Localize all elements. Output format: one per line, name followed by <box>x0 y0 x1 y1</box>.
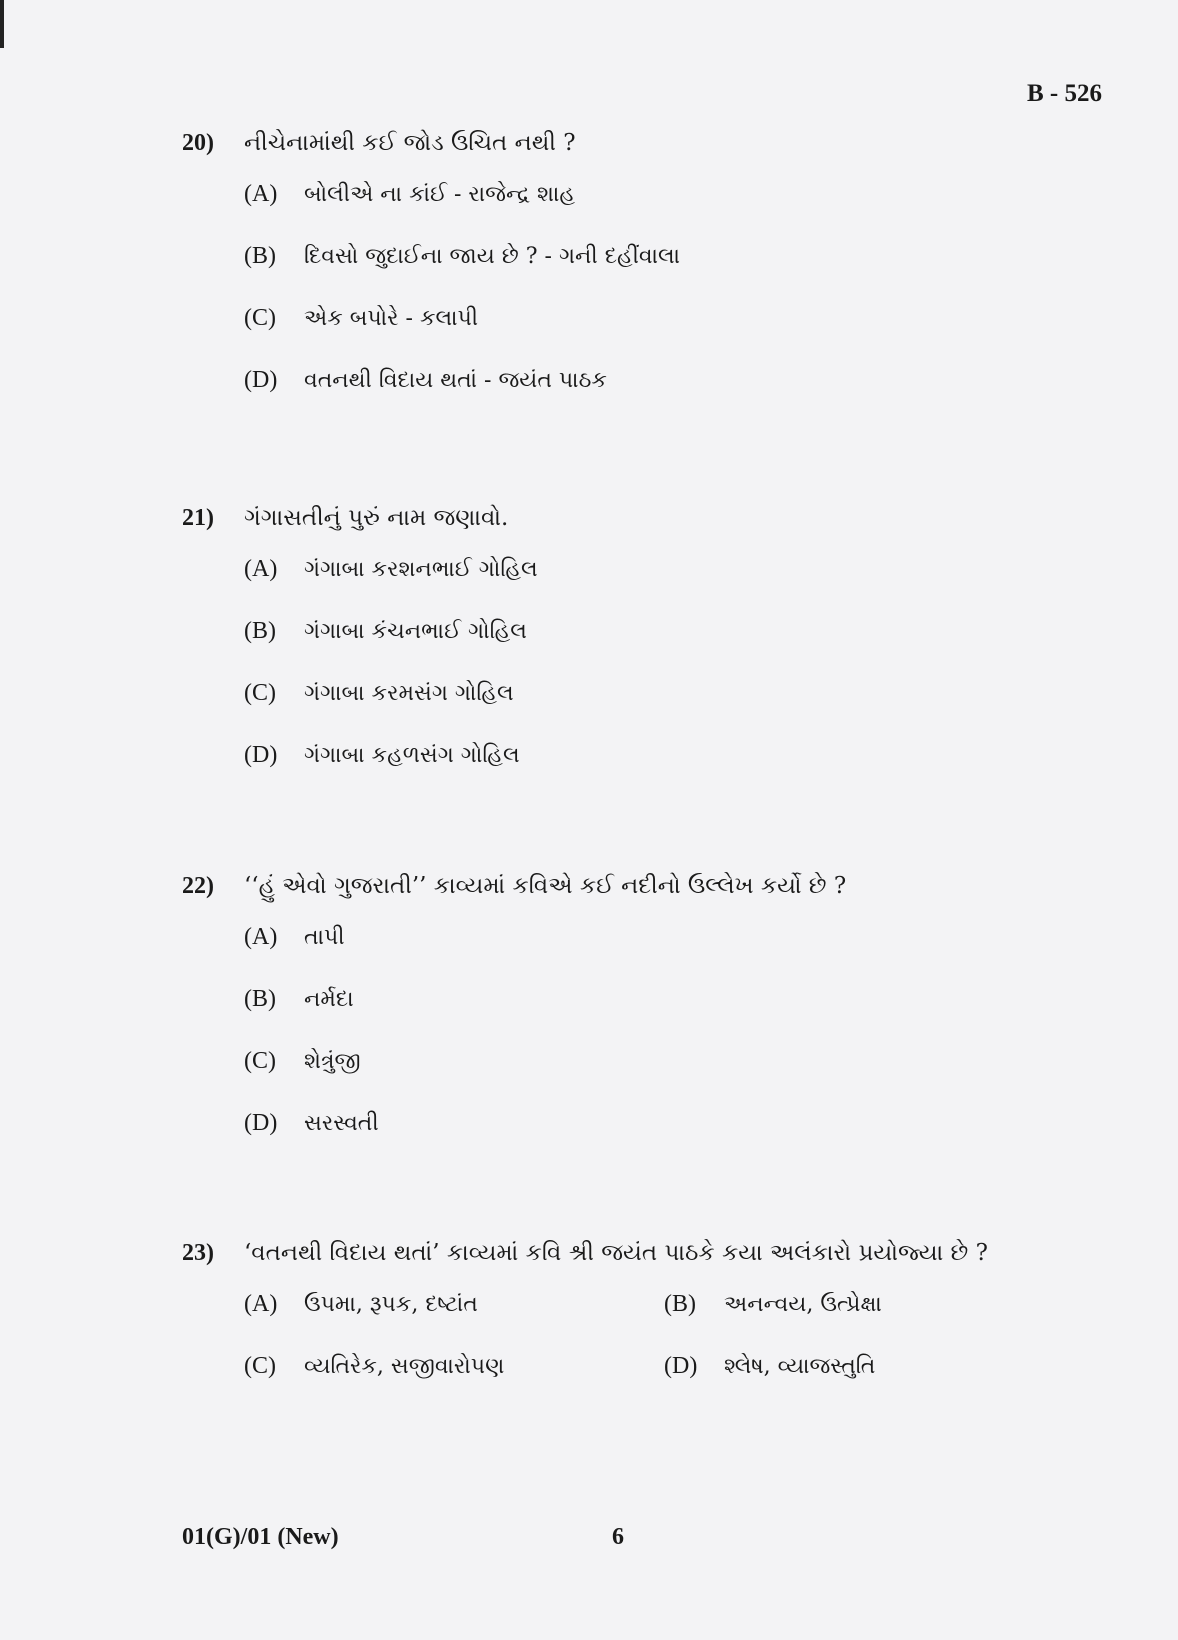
option-letter: (D) <box>244 367 278 393</box>
option-text: દિવસો જુદાઈના જાય છે ? - ગની દહીંવાલા <box>304 244 681 269</box>
question-text: ‘વતનથી વિદાય થતાં’ કાવ્યમાં કવિ શ્રી જયંત પાઠકે કયા અલંકારો પ્રયોજ્યા છે ? <box>244 1240 988 1266</box>
option-letter: (A) <box>244 556 278 582</box>
option-text: ગંગાબા કંચનભાઈ ગોહિલ <box>304 619 527 644</box>
question-21 <box>182 505 1082 786</box>
option-text: ગંગાબા કરમસંગ ગોહિલ <box>304 681 514 706</box>
option-c <box>244 1335 664 1397</box>
option-letter: (C) <box>244 1353 276 1379</box>
option-text: અનન્વય, ઉત્પ્રેક્ષા <box>724 1292 882 1317</box>
paper-code: 01(G)/01 (New) <box>182 1524 339 1550</box>
question-text: ગંગાસતીનું પુરું નામ જણાવો. <box>244 505 509 531</box>
option-letter: (B) <box>244 618 276 644</box>
option-letter: (B) <box>244 986 276 1012</box>
question-number: 23) <box>182 1240 214 1266</box>
option-b <box>244 225 1082 287</box>
option-text: એક બપોરે - કલાપી <box>304 306 479 331</box>
option-text: બોલીએ ના કાંઈ - રાજેન્દ્ર શાહ <box>304 182 575 207</box>
option-letter: (B) <box>664 1291 696 1317</box>
option-letter: (B) <box>244 243 276 269</box>
option-text: સરસ્વતી <box>304 1111 379 1136</box>
question-number: 21) <box>182 505 214 531</box>
option-text: વ્યતિરેક, સજીવારોપણ <box>304 1354 505 1379</box>
option-letter: (D) <box>244 742 278 768</box>
option-text: શેત્રુંજી <box>304 1049 361 1074</box>
option-a <box>244 906 1082 968</box>
option-b <box>244 600 1082 662</box>
question-number: 20) <box>182 130 214 156</box>
option-text: તાપી <box>304 925 345 950</box>
option-a <box>244 1273 664 1335</box>
option-letter: (A) <box>244 1291 278 1317</box>
page-number: 6 <box>612 1524 624 1550</box>
option-text: ગંગાબા કરશનભાઈ ગોહિલ <box>304 557 538 582</box>
option-text: ગંગાબા કહળસંગ ગોહિલ <box>304 743 520 768</box>
option-letter: (C) <box>244 680 276 706</box>
option-text: ઉપમા, રૂપક, દષ્ટાંત <box>304 1292 478 1317</box>
option-d <box>664 1335 1084 1397</box>
scan-edge-mark <box>0 0 4 48</box>
option-b <box>664 1273 1084 1335</box>
option-letter: (D) <box>664 1353 698 1379</box>
option-c <box>244 1030 1082 1092</box>
option-letter: (C) <box>244 305 276 331</box>
option-letter: (D) <box>244 1110 278 1136</box>
question-22 <box>182 873 1082 1154</box>
option-text: વતનથી વિદાય થતાં - જયંત પાઠક <box>304 368 607 393</box>
option-d <box>244 1092 1082 1154</box>
option-a <box>244 163 1082 225</box>
option-a <box>244 538 1082 600</box>
option-letter: (A) <box>244 924 278 950</box>
option-b <box>244 968 1082 1030</box>
option-c <box>244 287 1082 349</box>
question-20 <box>182 130 1082 411</box>
option-d <box>244 349 1082 411</box>
paper-series-code: B - 526 <box>1027 80 1102 107</box>
question-text: નીચેનામાંથી કઈ જોડ ઉચિત નથી ? <box>244 130 576 156</box>
option-d <box>244 724 1082 786</box>
option-letter: (A) <box>244 181 278 207</box>
option-c <box>244 662 1082 724</box>
question-text: ‘‘હું એવો ગુજરાતી’’ કાવ્યમાં કવિએ કઈ નદીનો ઉલ્લેખ કર્યો છે ? <box>244 873 847 899</box>
option-text: નર્મદા <box>304 987 354 1012</box>
option-text: શ્લેષ, વ્યાજસ્તુતિ <box>724 1354 876 1379</box>
option-letter: (C) <box>244 1048 276 1074</box>
question-number: 22) <box>182 873 214 899</box>
question-23 <box>182 1240 1082 1397</box>
